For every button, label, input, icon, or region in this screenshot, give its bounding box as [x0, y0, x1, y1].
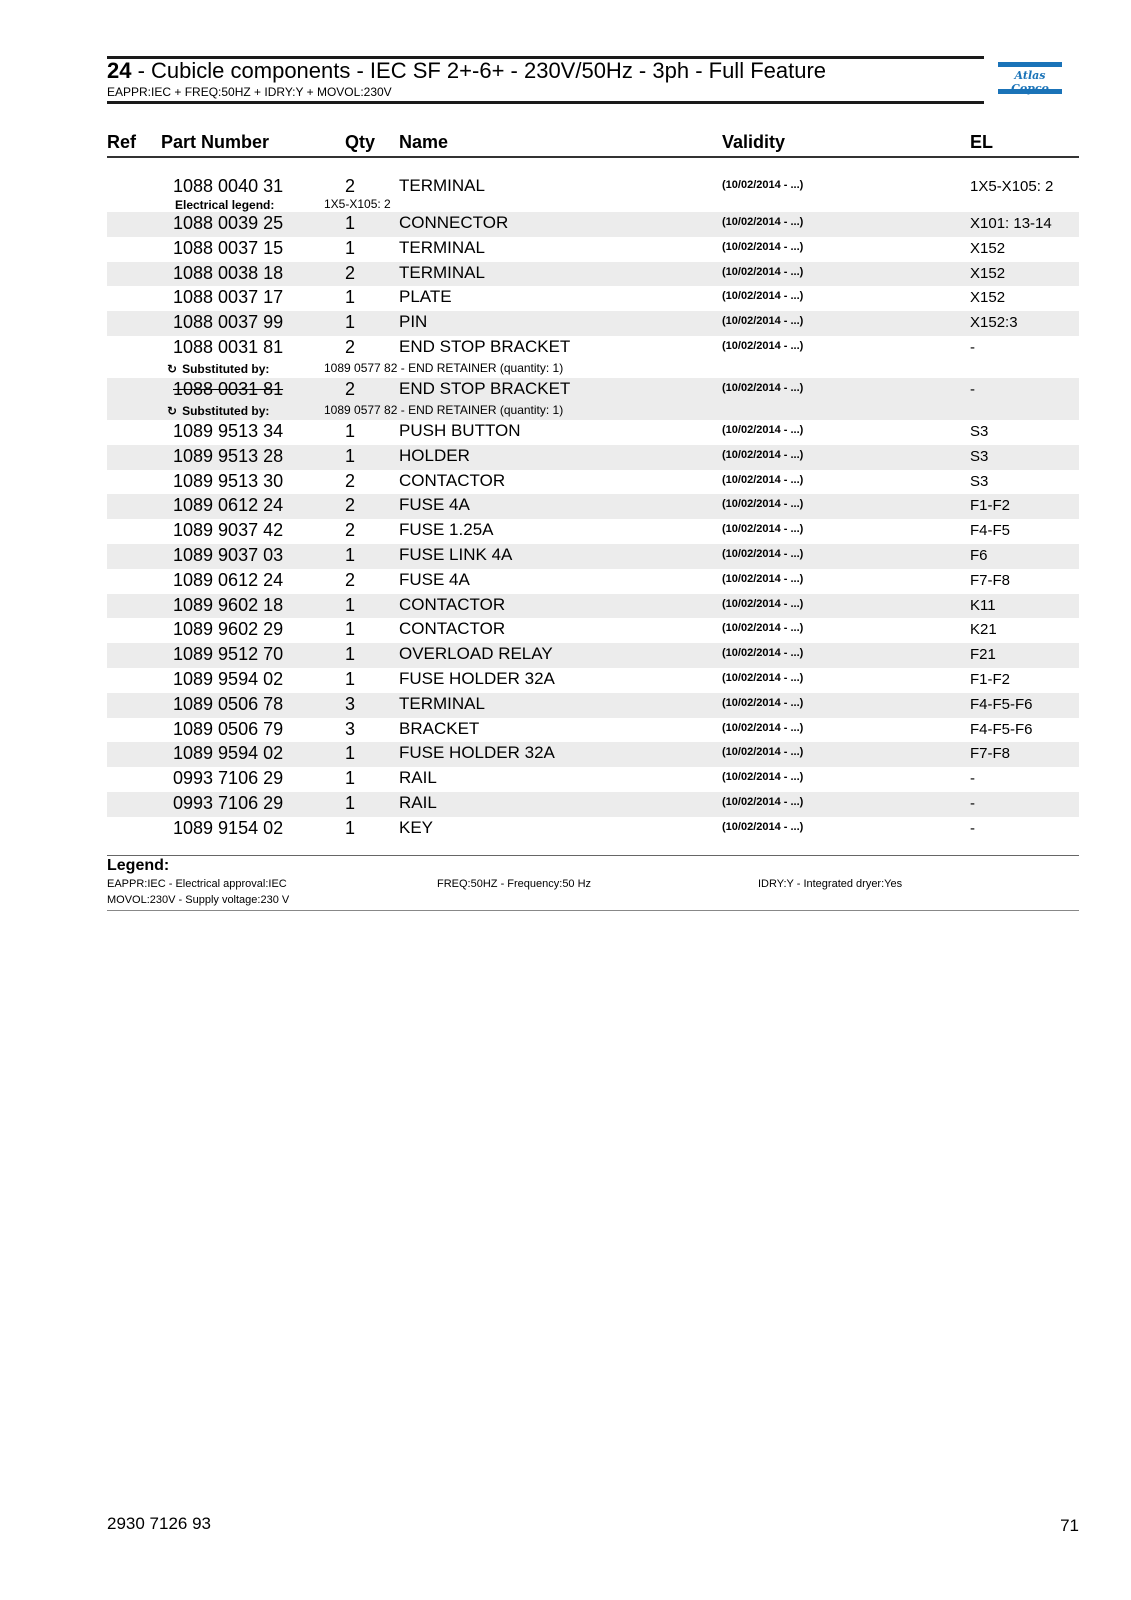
part-number: 1089 9513 30 [173, 470, 284, 491]
part-name: TERMINAL [399, 693, 485, 713]
legend-idry: IDRY:Y - Integrated dryer:Yes [758, 878, 903, 890]
part-name: PLATE [399, 287, 452, 307]
quantity: 1 [345, 768, 356, 789]
part-number: 1089 9037 03 [173, 544, 284, 565]
refresh-icon: ↻ [167, 403, 178, 418]
table-row [107, 286, 1079, 311]
legend-freq: FREQ:50HZ - Frequency:50 Hz [437, 878, 592, 890]
table-row [107, 378, 1079, 420]
table-row [107, 445, 1079, 470]
part-name: CONNECTOR [399, 213, 509, 232]
validity: (10/02/2014 - ...) [722, 671, 804, 684]
validity: (10/02/2014 - ...) [722, 547, 804, 560]
part-name: RAIL [399, 792, 437, 812]
sub-value: 1089 0577 82 - END RETAINER (quantity: 1) [324, 360, 564, 375]
quantity: 2 [345, 470, 356, 491]
validity: (10/02/2014 - ...) [722, 423, 804, 436]
electrical-legend: F4-F5-F6 [970, 720, 1033, 738]
table-row [107, 643, 1079, 668]
part-name: RAIL [399, 768, 437, 788]
substituted-by-label [167, 362, 269, 376]
validity: (10/02/2014 - ...) [722, 381, 804, 394]
sub-label-text: Substituted by: [182, 403, 270, 418]
part-name: OVERLOAD RELAY [399, 644, 553, 664]
validity: (10/02/2014 - ...) [722, 721, 804, 734]
part-name: FUSE LINK 4A [399, 544, 513, 564]
part-number: 1088 0037 99 [173, 312, 284, 333]
quantity: 1 [345, 594, 356, 615]
quantity: 2 [345, 336, 356, 357]
quantity: 2 [345, 262, 356, 283]
part-number: 1088 0037 15 [173, 237, 284, 258]
part-name: BRACKET [399, 718, 480, 738]
electrical-legend: - [970, 770, 975, 788]
validity: (10/02/2014 - ...) [722, 498, 804, 511]
col-header-qty: Qty [345, 132, 376, 152]
part-number: 1089 0506 79 [173, 718, 284, 739]
part-number: 1088 0031 81 [173, 378, 284, 399]
electrical-legend: F7-F8 [970, 745, 1011, 763]
col-header-name: Name [399, 132, 449, 152]
table-row [107, 594, 1079, 619]
part-number: 1089 9513 28 [173, 445, 284, 466]
part-name: FUSE 4A [399, 495, 470, 515]
part-number: 1089 9513 34 [173, 420, 284, 441]
quantity: 1 [345, 445, 356, 466]
electrical-legend: - [970, 380, 975, 398]
electrical-legend: F4-F5 [970, 522, 1011, 540]
electrical-legend: - [970, 819, 975, 837]
quantity: 2 [345, 495, 356, 516]
validity: (10/02/2014 - ...) [722, 820, 804, 833]
part-number: 0993 7106 29 [173, 792, 284, 813]
electrical-legend: F6 [970, 546, 988, 564]
part-number: 1088 0038 18 [173, 262, 284, 283]
part-name: TERMINAL [399, 262, 485, 282]
part-number: 1089 9594 02 [173, 668, 284, 689]
sub-label-text: Electrical legend: [175, 198, 275, 212]
electrical-legend: F7-F8 [970, 571, 1011, 589]
quantity: 2 [345, 520, 356, 541]
part-name: CONTACTOR [399, 619, 506, 639]
validity: (10/02/2014 - ...) [722, 448, 804, 461]
table-row [107, 618, 1079, 643]
table-row [107, 237, 1079, 262]
electrical-legend: 1X5-X105: 2 [970, 178, 1054, 195]
validity: (10/02/2014 - ...) [722, 265, 804, 278]
page-subtitle: EAPPR:IEC + FREQ:50HZ + IDRY:Y + MOVOL:230V [107, 85, 392, 99]
title-text: - Cubicle components - IEC SF 2+-6+ - 230V/50Hz - 3ph - Full Feature [131, 58, 827, 83]
table-row [107, 792, 1079, 817]
table-row [107, 767, 1079, 792]
validity: (10/02/2014 - ...) [722, 339, 804, 352]
logo-text: Atlas [1014, 69, 1046, 82]
quantity: 1 [345, 743, 356, 764]
validity: (10/02/2014 - ...) [722, 216, 804, 228]
electrical-legend: F4-F5-F6 [970, 695, 1033, 713]
part-name: TERMINAL [399, 237, 485, 257]
quantity: 1 [345, 644, 356, 665]
table-row [107, 175, 1079, 212]
validity: (10/02/2014 - ...) [722, 746, 804, 759]
electrical-legend: S3 [970, 422, 989, 440]
quantity: 1 [345, 817, 356, 838]
quantity: 1 [345, 287, 356, 308]
part-number: 1089 9512 70 [173, 644, 284, 665]
col-header-el: EL [970, 132, 994, 152]
part-number: 1089 9037 42 [173, 520, 284, 541]
legend-bottom-rule [107, 910, 1079, 911]
quantity: 2 [345, 569, 356, 590]
part-number: 1088 0039 25 [173, 213, 284, 233]
quantity: 1 [345, 420, 356, 441]
table-row [107, 569, 1079, 594]
quantity: 2 [345, 378, 356, 399]
part-name: FUSE HOLDER 32A [399, 743, 555, 763]
sub-value: 1089 0577 82 - END RETAINER (quantity: 1) [324, 402, 564, 417]
table-row [107, 212, 1079, 237]
parts-table [107, 176, 1079, 842]
validity: (10/02/2014 - ...) [722, 315, 804, 328]
part-name: PIN [399, 312, 428, 332]
electrical-legend: X152 [970, 264, 1006, 282]
quantity: 1 [345, 668, 356, 689]
electrical-legend: F1-F2 [970, 497, 1011, 515]
sub-value: 1X5-X105: 2 [324, 197, 391, 211]
quantity: 1 [345, 792, 356, 813]
legend-top-rule [107, 855, 1079, 856]
column-header-rule [107, 156, 1079, 158]
validity: (10/02/2014 - ...) [722, 795, 804, 808]
quantity: 1 [345, 619, 356, 640]
part-name: FUSE HOLDER 32A [399, 668, 555, 688]
legend-title: Legend: [107, 857, 170, 874]
col-header-part-number: Part Number [161, 132, 270, 152]
electrical-legend: - [970, 794, 975, 812]
quantity: 3 [345, 693, 356, 714]
part-number: 1089 9602 29 [173, 619, 284, 640]
table-row [107, 817, 1079, 842]
part-number: 1089 9594 02 [173, 743, 284, 764]
validity: (10/02/2014 - ...) [722, 240, 804, 253]
validity: (10/02/2014 - ...) [722, 179, 804, 191]
part-name: FUSE 1.25A [399, 520, 494, 540]
document-number: 2930 7126 93 [107, 1514, 211, 1533]
col-header-ref: Ref [107, 132, 137, 152]
table-row [107, 494, 1079, 519]
part-number: 1088 0037 17 [173, 287, 284, 308]
validity: (10/02/2014 - ...) [722, 622, 804, 635]
electrical-legend: F1-F2 [970, 670, 1011, 688]
electrical-legend: K11 [970, 596, 996, 614]
table-row [107, 544, 1079, 569]
part-number: 1089 9602 18 [173, 594, 284, 615]
part-number: 1088 0040 31 [173, 176, 284, 196]
substituted-by-label [167, 404, 269, 418]
atlas-copco-logo [998, 62, 1062, 94]
electrical-legend-label [175, 198, 274, 212]
part-name: END STOP BRACKET [399, 336, 571, 356]
electrical-legend: - [970, 338, 975, 356]
quantity: 1 [345, 237, 356, 258]
table-row [107, 262, 1079, 287]
table-row [107, 742, 1079, 767]
legend-eappr: EAPPR:IEC - Electrical approval:IEC [107, 878, 287, 890]
part-number: 0993 7106 29 [173, 768, 284, 789]
table-row [107, 336, 1079, 378]
electrical-legend: X152 [970, 239, 1006, 257]
electrical-legend: K21 [970, 621, 997, 639]
part-number: 1088 0031 81 [173, 336, 284, 357]
page-title [107, 58, 826, 84]
quantity: 1 [345, 312, 356, 333]
quantity: 3 [345, 718, 356, 739]
part-name: FUSE 4A [399, 569, 470, 589]
part-number: 1089 0506 78 [173, 693, 284, 714]
table-row [107, 668, 1079, 693]
validity: (10/02/2014 - ...) [722, 523, 804, 536]
electrical-legend: F21 [970, 646, 996, 664]
table-row [107, 693, 1079, 718]
col-header-validity: Validity [722, 132, 786, 152]
quantity: 2 [345, 176, 356, 196]
part-number: 1089 0612 24 [173, 495, 284, 516]
validity: (10/02/2014 - ...) [722, 597, 804, 610]
section-number: 24 [107, 58, 132, 83]
part-number: 1089 9154 02 [173, 817, 284, 838]
validity: (10/02/2014 - ...) [722, 771, 804, 784]
part-name: CONTACTOR [399, 470, 506, 490]
table-row [107, 519, 1079, 544]
part-name: CONTACTOR [399, 594, 506, 614]
page-number: 71 [1060, 1516, 1079, 1535]
electrical-legend: X101: 13-14 [970, 215, 1052, 232]
table-row [107, 311, 1079, 336]
validity: (10/02/2014 - ...) [722, 572, 804, 585]
part-name: KEY [399, 817, 434, 837]
table-row [107, 470, 1079, 495]
sub-label-text: Substituted by: [182, 361, 270, 376]
electrical-legend: S3 [970, 447, 989, 465]
validity: (10/02/2014 - ...) [722, 473, 804, 486]
table-row [107, 420, 1079, 445]
part-number: 1089 0612 24 [173, 569, 284, 590]
part-name: END STOP BRACKET [399, 378, 571, 398]
legend-movol: MOVOL:230V - Supply voltage:230 V [107, 894, 290, 906]
validity: (10/02/2014 - ...) [722, 290, 804, 303]
table-row [107, 718, 1079, 743]
electrical-legend: X152 [970, 289, 1006, 307]
part-name: TERMINAL [399, 176, 485, 195]
quantity: 1 [345, 213, 356, 233]
refresh-icon: ↻ [167, 361, 178, 376]
quantity: 1 [345, 544, 356, 565]
validity: (10/02/2014 - ...) [722, 696, 804, 709]
electrical-legend: X152:3 [970, 314, 1018, 332]
header-bottom-rule [107, 101, 984, 104]
part-name: PUSH BUTTON [399, 420, 521, 440]
electrical-legend: S3 [970, 472, 989, 490]
validity: (10/02/2014 - ...) [722, 647, 804, 660]
part-name: HOLDER [399, 445, 470, 465]
